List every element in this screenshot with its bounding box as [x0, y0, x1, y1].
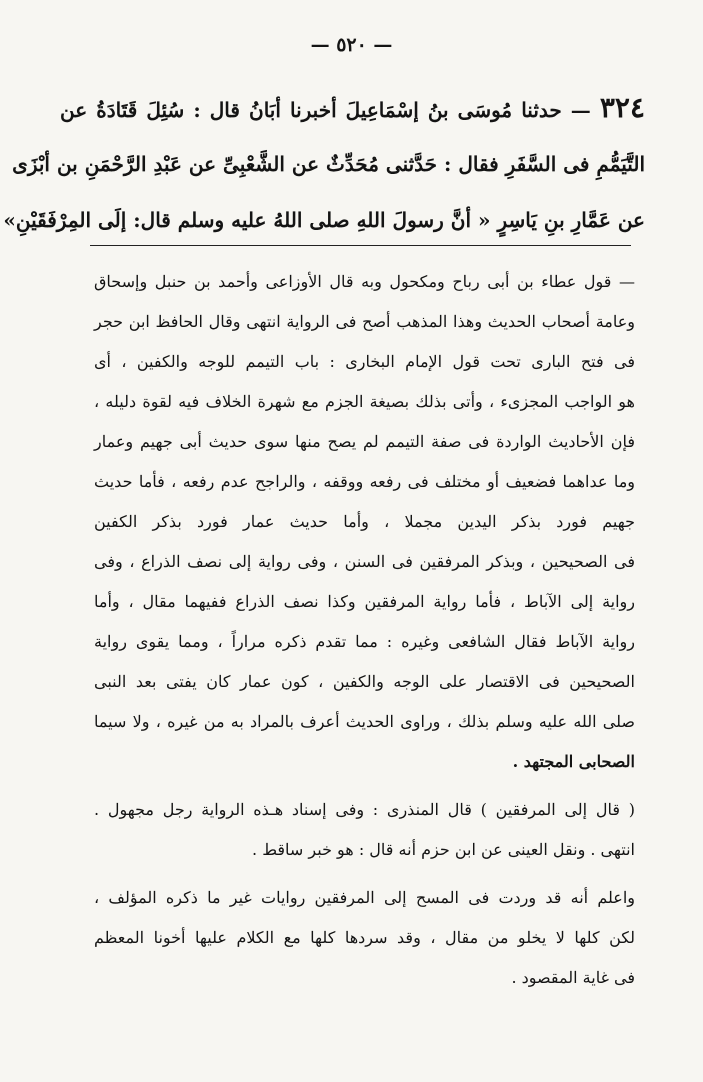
commentary-line: رواية الآباط فقال الشافعى وغيره : مما تقدم ذكره مراراً ، ومما يقوى رواية	[94, 632, 635, 651]
commentary-line: الصحابى المجتهد .	[512, 752, 635, 771]
commentary-line: فى فتح البارى تحت قول الإمام البخارى : باب التيمم للوجه والكفين ، أى	[94, 352, 635, 371]
commentary-line: هو الواجب المجزىء ، وأتى بذلك بصيغة الجزم مع شهرة الخلاف فيه لقوة دليله ،	[94, 392, 635, 411]
separator-rule	[90, 245, 631, 246]
commentary-line: فى الصحيحين ، وبذكر المرفقين فى السنن ، وفى رواية إلى نصف الذراع ، وفى	[94, 552, 635, 571]
page-number: — ٥٢٠ —	[310, 34, 393, 56]
commentary-line: وما عداهما فضعيف أو مختلف فى رفعه ووقفه ، والراجح عدم رفعه ، فأما حديث	[94, 472, 635, 491]
commentary-line: فإن الأحاديث الواردة فى صفة التيمم لم يصح منها سوى حديث أبى جهيم وعمار	[94, 432, 635, 451]
hadith-text	[3, 80, 645, 248]
commentary-line: الصحيحين فى الاقتصار على الوجه والكفين ، كون عمار كان يفتى بعد النبى	[94, 672, 635, 691]
commentary-text	[94, 262, 635, 998]
commentary-line: رواية إلى الآباط ، فأما رواية المرفقين وكذا نصف الذراع ففيهما مقال ، وأما	[94, 592, 636, 611]
hadith-line: عن عَمَّارِ بنِ يَاسِرٍ « أنَّ رسولَ اللهِ صلى اللهُ عليه وسلم قال: إلَى المِرْفَقَيْنِ»	[3, 208, 645, 232]
commentary-line: — قول عطاء بن أبى رباح ومكحول وبه قال الأوزاعى وأحمد بن حنبل وإسحاق	[94, 272, 635, 291]
commentary-line: واعلم أنه قد وردت فى المسح إلى المرفقين روايات غير ما ذكره المؤلف ،	[94, 888, 635, 907]
hadith-line-text: — حدثنا مُوسَى بنُ إسْمَاعِيلَ أخبرنا أبَانُ قال : سُئِلَ قَتَادَةُ عن	[60, 98, 591, 122]
hadith-line	[60, 80, 645, 136]
hadith-number: ٣٢٤	[599, 91, 645, 124]
commentary-line: جهيم فورد بذكر اليدين مجملا ، وأما حديث عمار فورد بذكر الكفين	[94, 512, 636, 531]
commentary-line: فى غاية المقصود .	[511, 968, 635, 987]
commentary-line: صلى الله عليه وسلم بذلك ، وراوى الحديث أعرف بالمراد به من غيره ، ولا سيما	[94, 712, 635, 731]
commentary-line: لكن كلها لا يخلو من مقال ، وقد سردها كلها مع الكلام عليها أخونا المعظم	[94, 928, 635, 947]
commentary-line: ( قال إلى المرفقين ) قال المنذرى : وفى إسناد هـذه الرواية رجل مجهول .	[94, 800, 635, 819]
commentary-line: انتهى . ونقل العينى عن ابن حزم أنه قال : هو خبر ساقط .	[252, 840, 635, 859]
hadith-line: التَّيَمُّمِ فى السَّفَرِ فقال : حَدَّثنى مُحَدِّثٌ عن الشَّعْبِىِّ عن عَبْدِ الرَّحْمَنِ بن أبْزَى	[12, 152, 645, 176]
commentary-line: وعامة أصحاب الحديث وهذا المذهب أصح فى الرواية انتهى وقال الحافظ ابن حجر	[94, 312, 635, 331]
